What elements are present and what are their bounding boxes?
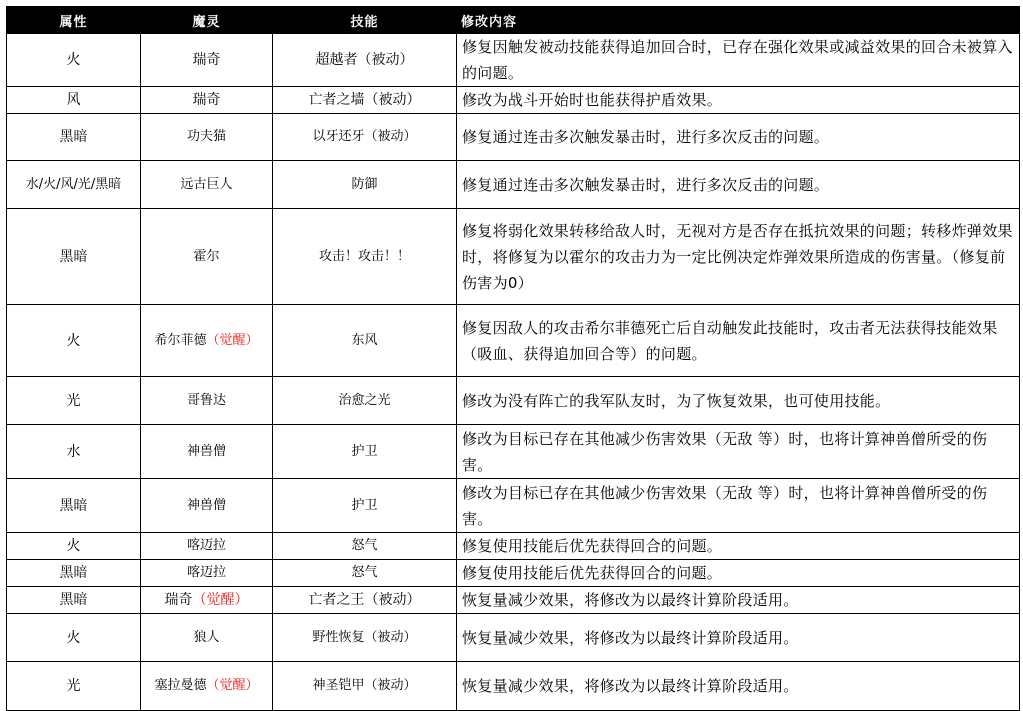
table-row bbox=[7, 305, 1020, 377]
sprite-cell bbox=[141, 479, 273, 533]
table-row bbox=[7, 87, 1020, 114]
content-cell: 修复将弱化效果转移给敌人时，无视对方是否存在抵抗效果的问题；转移炸弹效果时，将修复为以霍尔的攻击力为一定比例决定炸弹效果所造成的伤害量。（修复前伤害为0） bbox=[457, 209, 1020, 305]
sprite-name: 狼人 bbox=[193, 629, 220, 645]
patch-notes-table bbox=[6, 6, 1020, 711]
skill-cell: 亡者之墙（被动） bbox=[273, 87, 457, 114]
sprite-name: 霍尔 bbox=[193, 248, 220, 264]
skill-cell: 怒气 bbox=[273, 560, 457, 587]
sprite-cell bbox=[141, 377, 273, 425]
awaken-tag: （觉醒） bbox=[206, 678, 259, 693]
skill-cell: 护卫 bbox=[273, 425, 457, 479]
sprite-name: 瑞奇 bbox=[192, 52, 221, 68]
header-sprite: 魔灵 bbox=[141, 7, 273, 34]
attribute-cell: 光 bbox=[7, 377, 141, 425]
table-row bbox=[7, 34, 1020, 87]
skill-cell: 神圣铠甲（被动） bbox=[273, 662, 457, 711]
sprite-name: 塞拉曼德 bbox=[154, 678, 207, 693]
table-row bbox=[7, 533, 1020, 560]
attribute-cell: 水/火/风/光/黑暗 bbox=[7, 161, 141, 209]
content-cell: 修复因敌人的攻击希尔菲德死亡后自动触发此技能时，攻击者无法获得技能效果（吸血、获得追加回合等）的问题。 bbox=[457, 305, 1020, 377]
sprite-name: 神兽僧 bbox=[186, 443, 226, 459]
attribute-cell: 火 bbox=[7, 533, 141, 560]
content-cell: 修复因触发被动技能获得追加回合时，已存在强化效果或减益效果的回合未被算入的问题。 bbox=[457, 34, 1020, 87]
attribute-cell: 水 bbox=[7, 425, 141, 479]
content-cell: 修改为没有阵亡的我军队友时，为了恢复效果，也可使用技能。 bbox=[457, 377, 1020, 425]
table-row bbox=[7, 560, 1020, 587]
sprite-cell bbox=[141, 161, 273, 209]
sprite-cell bbox=[141, 587, 273, 614]
attribute-cell: 黑暗 bbox=[7, 114, 141, 161]
header-content: 修改内容 bbox=[457, 7, 1020, 34]
header-row bbox=[7, 7, 1020, 34]
table-row bbox=[7, 614, 1020, 662]
sprite-cell bbox=[141, 614, 273, 662]
sprite-name: 远古巨人 bbox=[180, 176, 233, 192]
attribute-cell: 黑暗 bbox=[7, 560, 141, 587]
header-attribute: 属性 bbox=[7, 7, 141, 34]
content-cell: 恢复量减少效果，将修改为以最终计算阶段适用。 bbox=[457, 587, 1020, 614]
content-cell: 修改为战斗开始时也能获得护盾效果。 bbox=[457, 87, 1020, 114]
table-row bbox=[7, 209, 1020, 305]
skill-cell: 超越者（被动） bbox=[273, 34, 457, 87]
content-cell: 恢复量减少效果，将修改为以最终计算阶段适用。 bbox=[457, 614, 1020, 662]
attribute-cell: 火 bbox=[7, 614, 141, 662]
table-row bbox=[7, 114, 1020, 161]
header-skill: 技能 bbox=[273, 7, 457, 34]
skill-cell: 野性恢复（被动） bbox=[273, 614, 457, 662]
attribute-cell: 黑暗 bbox=[7, 587, 141, 614]
sprite-cell bbox=[141, 209, 273, 305]
patch-notes-sheet bbox=[6, 6, 1019, 711]
skill-cell: 怒气 bbox=[273, 533, 457, 560]
awaken-tag: （觉醒） bbox=[206, 332, 259, 348]
sprite-name: 喀迈拉 bbox=[186, 538, 226, 553]
skill-cell: 亡者之王（被动） bbox=[273, 587, 457, 614]
sprite-cell bbox=[141, 87, 273, 114]
skill-cell: 防御 bbox=[273, 161, 457, 209]
sprite-name: 希尔菲德 bbox=[154, 332, 207, 348]
table-row bbox=[7, 587, 1020, 614]
sprite-cell bbox=[141, 425, 273, 479]
sprite-cell bbox=[141, 560, 273, 587]
sprite-name: 瑞奇 bbox=[164, 592, 193, 608]
sprite-cell bbox=[141, 305, 273, 377]
content-cell: 修复使用技能后优先获得回合的问题。 bbox=[457, 533, 1020, 560]
skill-cell: 以牙还牙（被动） bbox=[273, 114, 457, 161]
attribute-cell: 火 bbox=[7, 34, 141, 87]
sprite-cell bbox=[141, 662, 273, 711]
table-row bbox=[7, 479, 1020, 533]
skill-cell: 护卫 bbox=[273, 479, 457, 533]
skill-cell: 攻击！攻击！！ bbox=[273, 209, 457, 305]
table-row bbox=[7, 662, 1020, 711]
sprite-cell bbox=[141, 34, 273, 87]
sprite-name: 功夫猫 bbox=[186, 129, 226, 144]
sprite-name: 神兽僧 bbox=[186, 497, 226, 513]
table-row bbox=[7, 161, 1020, 209]
skill-cell: 治愈之光 bbox=[273, 377, 457, 425]
content-cell: 修改为目标已存在其他减少伤害效果（无敌 等）时，也将计算神兽僧所受的伤害。 bbox=[457, 479, 1020, 533]
sprite-name: 哥鲁达 bbox=[186, 392, 226, 408]
sprite-cell bbox=[141, 114, 273, 161]
attribute-cell: 黑暗 bbox=[7, 209, 141, 305]
content-cell: 修复使用技能后优先获得回合的问题。 bbox=[457, 560, 1020, 587]
sprite-name: 瑞奇 bbox=[192, 92, 221, 108]
content-cell: 恢复量减少效果，将修改为以最终计算阶段适用。 bbox=[457, 662, 1020, 711]
content-cell: 修复通过连击多次触发暴击时，进行多次反击的问题。 bbox=[457, 114, 1020, 161]
sprite-name: 喀迈拉 bbox=[186, 565, 226, 580]
skill-cell: 东风 bbox=[273, 305, 457, 377]
awaken-tag: （觉醒） bbox=[192, 592, 249, 608]
attribute-cell: 风 bbox=[7, 87, 141, 114]
attribute-cell: 光 bbox=[7, 662, 141, 711]
table-row bbox=[7, 425, 1020, 479]
sprite-cell bbox=[141, 533, 273, 560]
table-row bbox=[7, 377, 1020, 425]
attribute-cell: 黑暗 bbox=[7, 479, 141, 533]
content-cell: 修改为目标已存在其他减少伤害效果（无敌 等）时，也将计算神兽僧所受的伤害。 bbox=[457, 425, 1020, 479]
attribute-cell: 火 bbox=[7, 305, 141, 377]
content-cell: 修复通过连击多次触发暴击时，进行多次反击的问题。 bbox=[457, 161, 1020, 209]
